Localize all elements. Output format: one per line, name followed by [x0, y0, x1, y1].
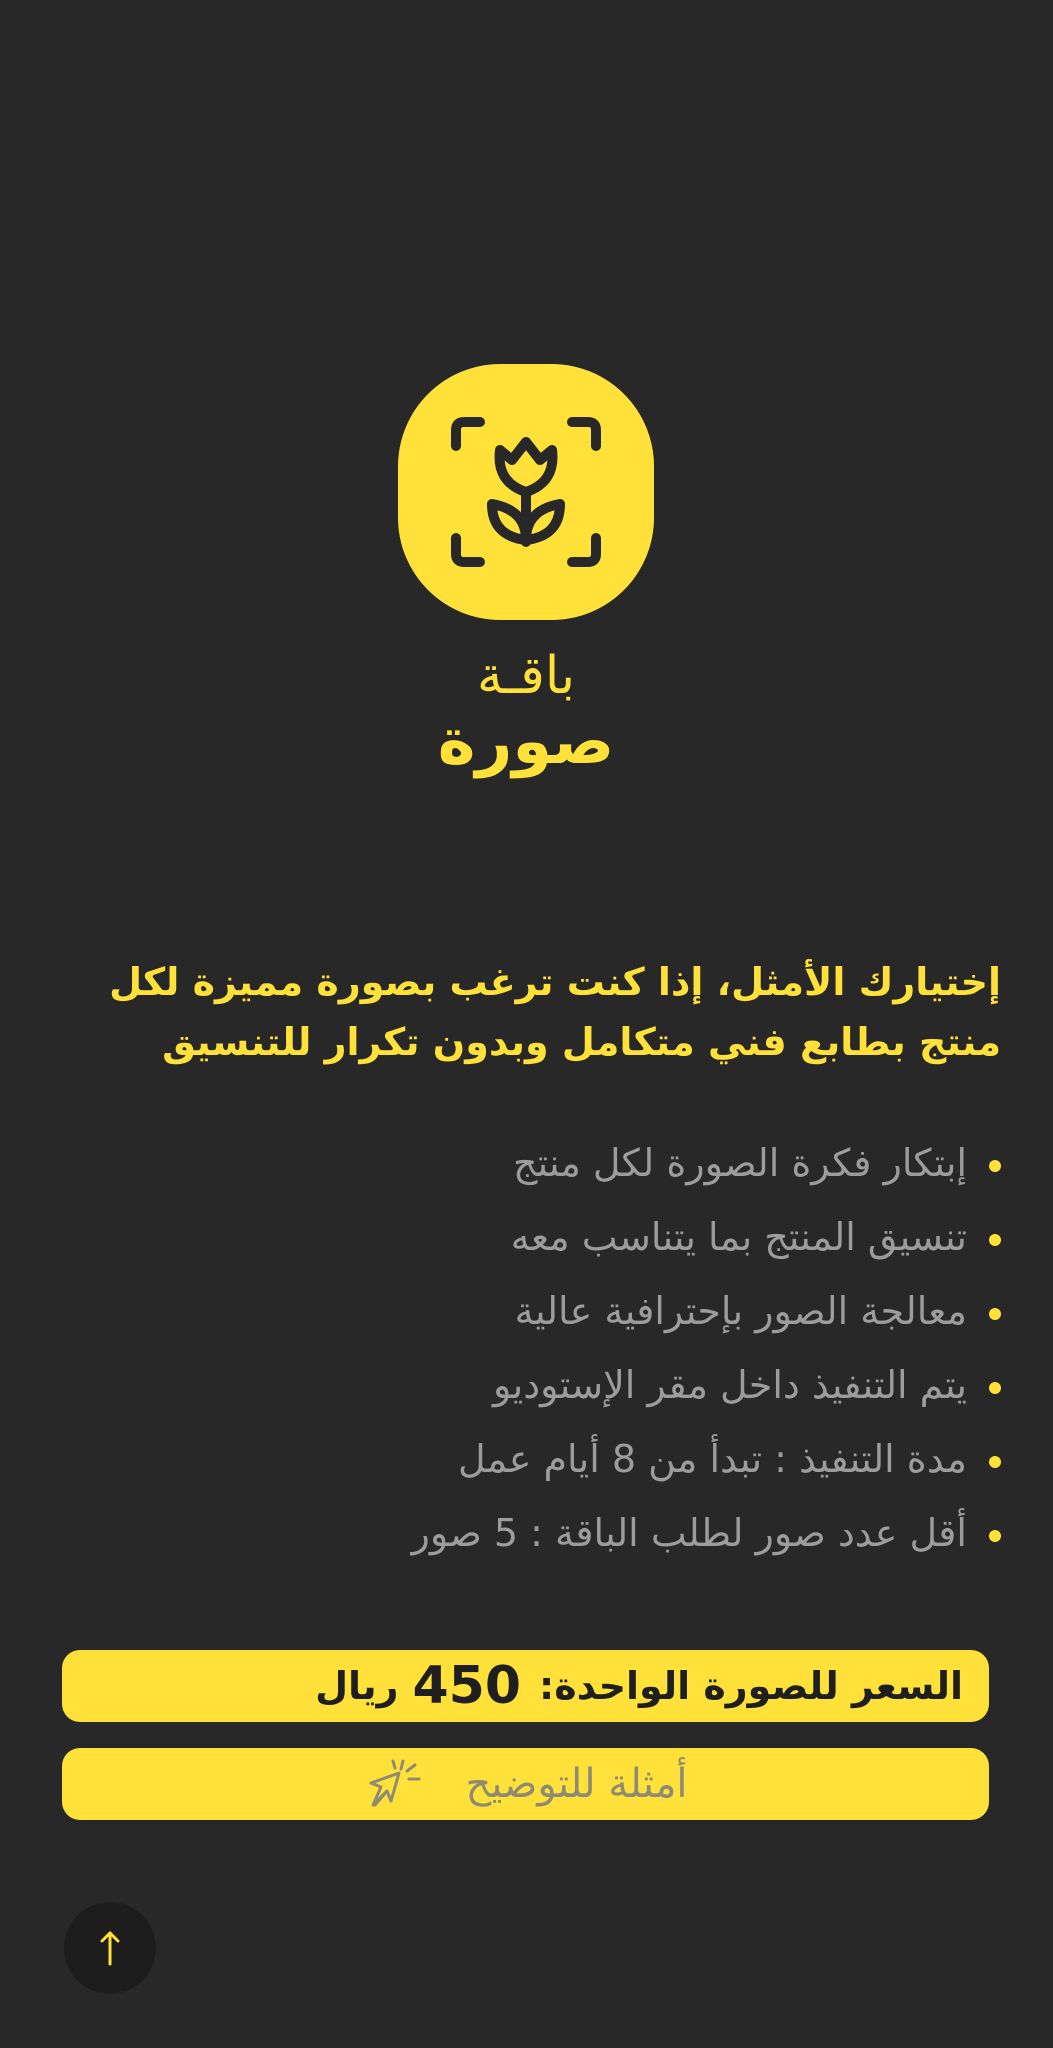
list-item [41, 1348, 1001, 1422]
list-item [41, 1422, 1001, 1496]
feature-text: يتم التنفيذ داخل مقر الإستوديو [493, 1363, 967, 1407]
bullet-icon [989, 1382, 1001, 1394]
bullet-icon [989, 1308, 1001, 1320]
flower-viewfinder-icon [398, 364, 654, 620]
price-label: السعر للصورة الواحدة: [539, 1664, 963, 1708]
features-list [41, 1126, 1001, 1570]
price-currency: ريال [315, 1664, 399, 1708]
bullet-icon [989, 1160, 1001, 1172]
list-item [41, 1496, 1001, 1570]
package-logo [398, 364, 654, 620]
intro-text: إختيارك الأمثل، إذا كنت ترغب بصورة مميزة لكل منتج بطابع فني متكامل وبدون تكرار للتنسيق [109, 960, 1001, 1064]
feature-text: تنسيق المنتج بما يتناسب معه [510, 1215, 967, 1259]
list-item [41, 1126, 1001, 1200]
arrow-up-icon [90, 1928, 130, 1968]
price-value: 450 [412, 1656, 522, 1716]
bullet-icon [989, 1234, 1001, 1246]
bullet-icon [989, 1456, 1001, 1468]
package-title-line2: صورة [437, 705, 615, 779]
examples-button[interactable] [62, 1748, 989, 1820]
list-item [41, 1200, 1001, 1274]
feature-text: معالجة الصور بإحترافية عالية [514, 1289, 967, 1333]
feature-text: مدة التنفيذ : تبدأ من 8 أيام عمل [458, 1437, 967, 1481]
scroll-to-top-button[interactable] [64, 1902, 156, 1994]
list-item [41, 1274, 1001, 1348]
package-title [376, 646, 676, 779]
feature-text: أقل عدد صور لطلب الباقة : 5 صور [411, 1511, 967, 1555]
feature-text: إبتكار فكرة الصورة لكل منتج [513, 1141, 967, 1185]
cursor-click-icon [363, 1753, 425, 1815]
bullet-icon [989, 1530, 1001, 1542]
price-bar [62, 1650, 989, 1722]
package-title-line1: باقـة [476, 646, 576, 706]
examples-button-label: أمثلة للتوضيح [465, 1761, 688, 1807]
